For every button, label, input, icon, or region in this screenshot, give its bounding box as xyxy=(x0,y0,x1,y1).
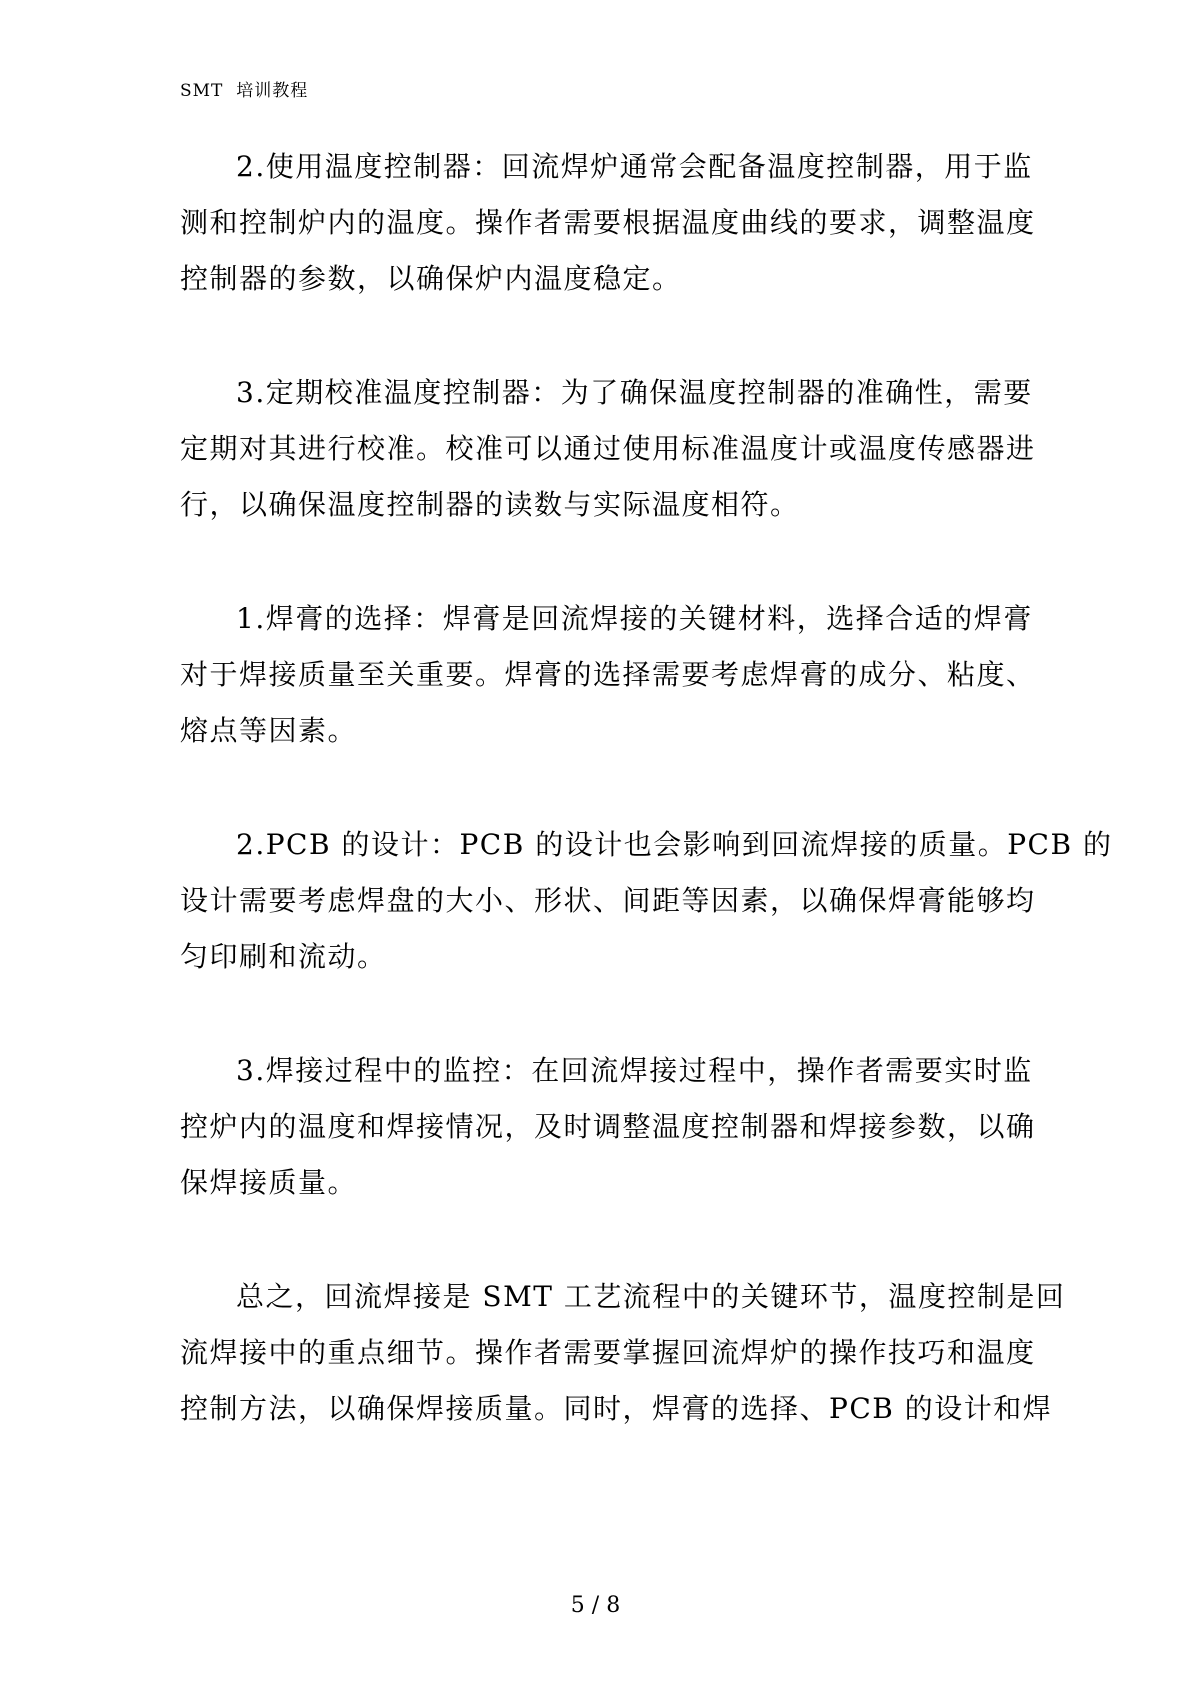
paragraph-line: 2.PCB 的设计：PCB 的设计也会影响到回流焊接的质量。PCB 的 xyxy=(236,828,1113,861)
paragraph-line: 匀印刷和流动。 xyxy=(180,940,387,973)
paragraph-line: 3.焊接过程中的监控：在回流焊接过程中，操作者需要实时监 xyxy=(236,1054,1033,1087)
paragraph-line: 流焊接中的重点细节。操作者需要掌握回流焊炉的操作技巧和温度 xyxy=(180,1336,1036,1369)
document-body xyxy=(180,139,1113,1495)
paragraph-line: 控制器的参数，以确保炉内温度稳定。 xyxy=(180,262,682,295)
paragraph-pcb-design xyxy=(180,817,1113,985)
paragraph-line: 设计需要考虑焊盘的大小、形状、间距等因素，以确保焊膏能够均 xyxy=(180,884,1036,917)
page-header: SMT 培训教程 xyxy=(180,81,309,101)
paragraph-line: 定期对其进行校准。校准可以通过使用标准温度计或温度传感器进 xyxy=(180,432,1036,465)
paragraph-summary xyxy=(180,1269,1066,1437)
paragraph-line: 1.焊膏的选择：焊膏是回流焊接的关键材料，选择合适的焊膏 xyxy=(236,602,1033,635)
paragraph-line: 总之，回流焊接是 SMT 工艺流程中的关键环节，温度控制是回 xyxy=(236,1280,1066,1313)
paragraph-line: 行，以确保温度控制器的读数与实际温度相符。 xyxy=(180,488,800,521)
paragraph-line: 对于焊接质量至关重要。焊膏的选择需要考虑焊膏的成分、粘度、 xyxy=(180,658,1036,691)
paragraph-line: 熔点等因素。 xyxy=(180,714,358,747)
paragraph-calibration xyxy=(180,365,1036,533)
paragraph-line: 控制方法，以确保焊接质量。同时，焊膏的选择、PCB 的设计和焊 xyxy=(180,1392,1053,1425)
paragraph-line: 测和控制炉内的温度。操作者需要根据温度曲线的要求，调整温度 xyxy=(180,206,1036,239)
paragraph-line: 2.使用温度控制器：回流焊炉通常会配备温度控制器，用于监 xyxy=(236,150,1033,183)
paragraph-line: 控炉内的温度和焊接情况，及时调整温度控制器和焊接参数，以确 xyxy=(180,1110,1036,1143)
paragraph-line: 保焊接质量。 xyxy=(180,1166,358,1199)
paragraph-process-monitoring xyxy=(180,1043,1036,1211)
paragraph-line: 3.定期校准温度控制器：为了确保温度控制器的准确性，需要 xyxy=(236,376,1033,409)
paragraph-temperature-controller xyxy=(180,139,1036,307)
page-number: 5 / 8 xyxy=(570,1593,621,1618)
paragraph-solder-paste xyxy=(180,591,1036,759)
